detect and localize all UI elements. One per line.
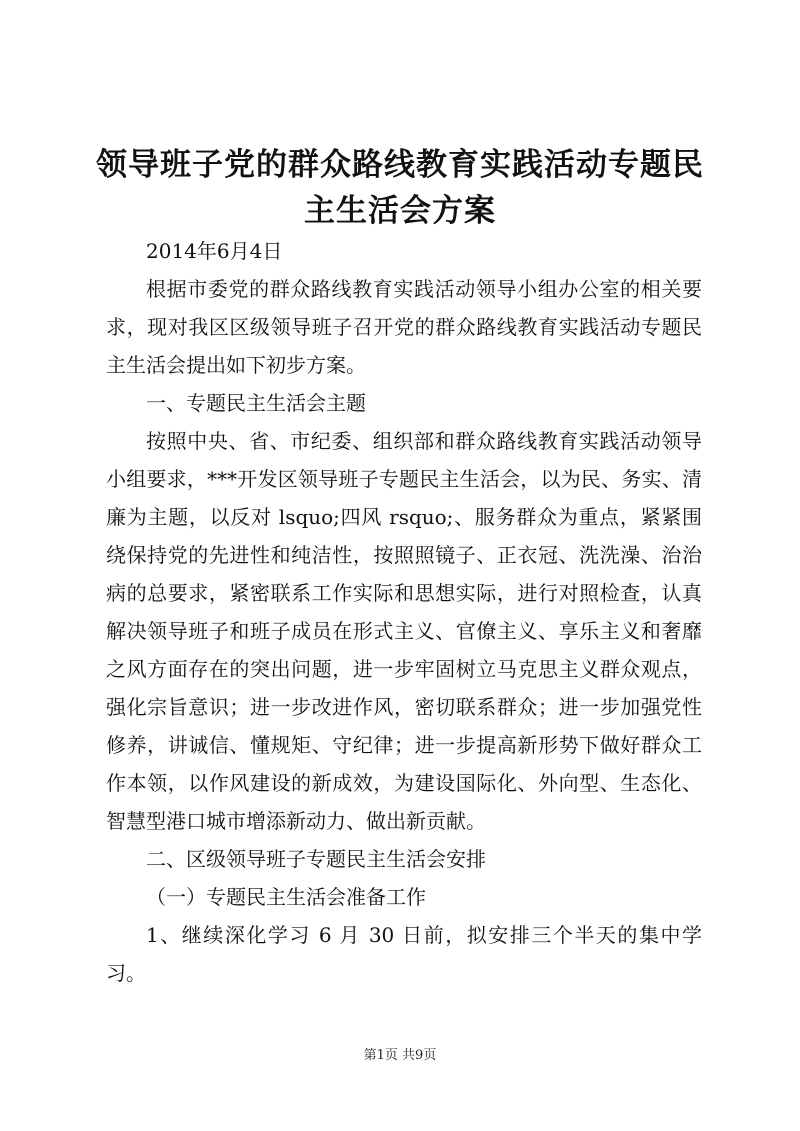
paragraph-theme: 按照中央、省、市纪委、组织部和群众路线教育实践活动领导小组要求，***开发区领导班子专题民主生活会，以为民、务实、清廉为主题，以反对 lsquo;四风 rsquo;、服务群众为重点，紧紧围绕保持党的先进性和纯洁性，按照照镜子、正衣冠、洗洗澡、治治病的总要求，紧密联系工作实际和思想实际，进行对照检查，认真解决领导班子和班子成员在形式主义、官僚主义、享乐主义和奢靡之风方面存在的突出问题，进一步牢固树立马克思主义群众观点，强化宗旨意识；进一步改进作风，密切联系群众；进一步加强党性修养，讲诚信、懂规矩、守纪律；进一步提高新形势下做好群众工作本领，以作风建设的新成效，为建设国际化、外向型、生态化、智慧型港口城市增添新动力、做出新贡献。: [106, 429, 702, 833]
document-date: 2014年6月4日: [146, 239, 283, 263]
subsection-heading-preparation: （一）专题民主生活会准备工作: [146, 885, 426, 909]
document-title: 领导班子党的群众路线教育实践活动专题民主生活会方案: [96, 147, 704, 229]
paragraph-study: 1、继续深化学习 6 月 30 日前，拟安排三个半天的集中学习。: [106, 923, 702, 985]
document-body: [106, 232, 702, 992]
section-heading-theme: 一、专题民主生活会主题: [146, 391, 366, 415]
section-heading-arrangement: 二、区级领导班子专题民主生活会安排: [146, 847, 486, 871]
page-footer: 第1页 共9页: [363, 1048, 437, 1063]
paragraph-intro: 根据市委党的群众路线教育实践活动领导小组办公室的相关要求，现对我区区级领导班子召开党的群众路线教育实践活动专题民主生活会提出如下初步方案。: [106, 277, 702, 377]
